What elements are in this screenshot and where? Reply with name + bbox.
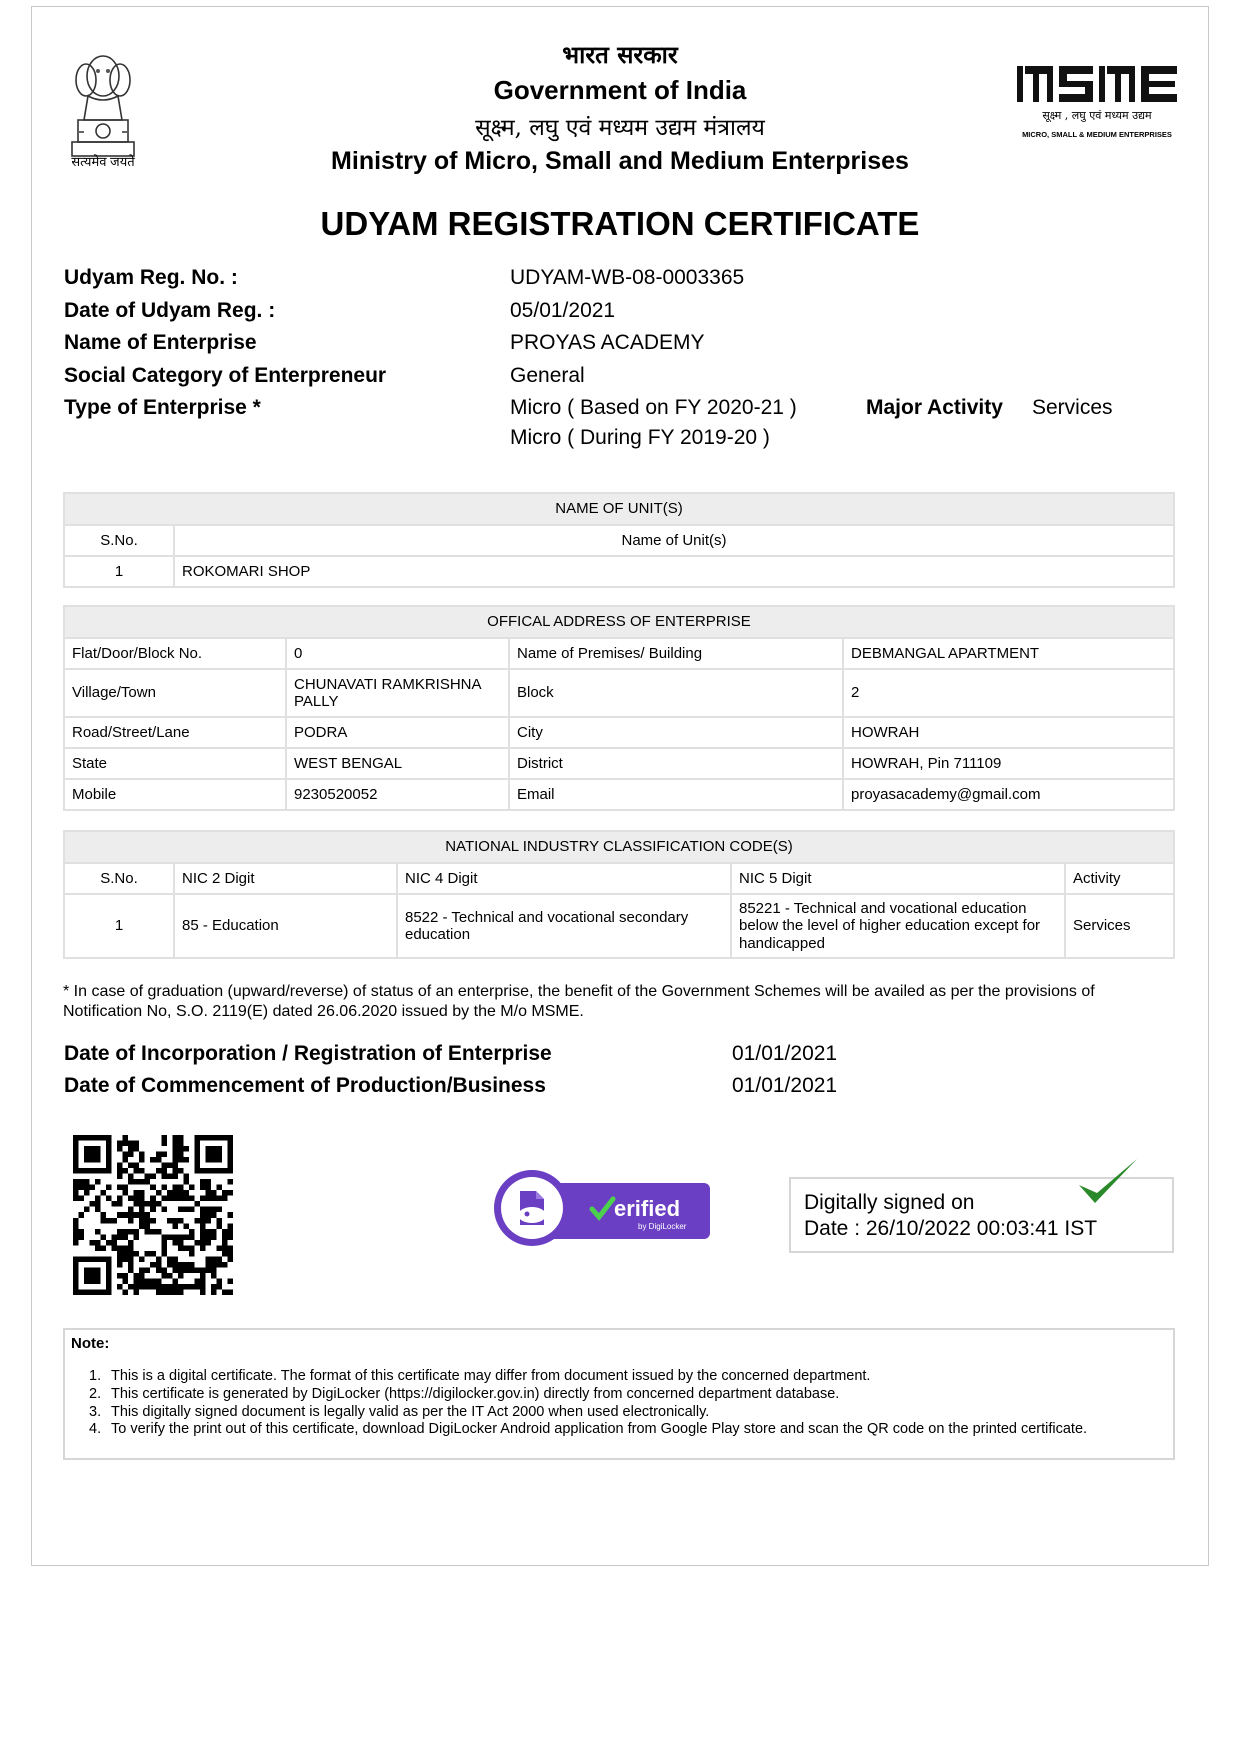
emblem-motto: सत्यमेव जयते — [71, 154, 135, 169]
unit-name: ROKOMARI SHOP — [174, 556, 1174, 587]
commencement-date-label: Date of Commencement of Production/Business — [64, 1074, 546, 1097]
units-col-name: Name of Unit(s) — [174, 525, 1174, 556]
government-heading: Government of India — [493, 75, 747, 105]
address-value: CHUNAVATI RAMKRISHNA PALLY — [286, 669, 509, 717]
address-label: Village/Town — [64, 669, 286, 717]
address-label: Block — [509, 669, 843, 717]
address-label: District — [509, 748, 843, 779]
major-activity-value: Services — [1032, 396, 1113, 419]
hindi-ministry-heading: सूक्ष्म, लघु एवं मध्यम उद्यम मंत्रालय — [475, 115, 765, 141]
list-item — [89, 1386, 1087, 1404]
enterprise-type-label: Type of Enterprise * — [64, 396, 261, 419]
list-item — [89, 1404, 1087, 1422]
address-value: 2 — [843, 669, 1174, 717]
note-text: This is a digital certificate. The format of this certificate may differ from document issued by the concerned department. — [111, 1368, 871, 1384]
nic-col-sno: S.No. — [64, 863, 174, 894]
hindi-government-heading: भारत सरकार — [562, 40, 678, 69]
table-row — [64, 669, 1174, 717]
enterprise-type-value-2: Micro ( During FY 2019-20 ) — [510, 426, 770, 449]
note-number: 2. — [89, 1385, 102, 1402]
reg-date-value: 05/01/2021 — [510, 299, 616, 322]
table-row — [64, 717, 1174, 748]
note-number: 4. — [89, 1421, 102, 1438]
units-col-sno: S.No. — [64, 525, 174, 556]
units-table — [63, 492, 1175, 588]
address-value: 0 — [286, 638, 509, 669]
address-label: Mobile — [64, 779, 286, 810]
notes-title: Note: — [71, 1335, 110, 1352]
address-value: DEBMANGAL APARTMENT — [843, 638, 1174, 669]
table-row — [64, 748, 1174, 779]
msme-logo — [1017, 64, 1177, 104]
incorporation-date-value: 01/01/2021 — [732, 1042, 838, 1065]
unit-sno: 1 — [64, 556, 174, 587]
nic-sno: 1 — [64, 894, 174, 958]
address-value: PODRA — [286, 717, 509, 748]
nic-2digit-value: 85 - Education — [174, 894, 397, 958]
address-table-title: OFFICAL ADDRESS OF ENTERPRISE — [64, 606, 1174, 638]
verified-badge-subtext: by DigiLocker — [638, 1222, 687, 1231]
list-item — [89, 1421, 1087, 1439]
social-category-label: Social Category of Enterpreneur — [64, 364, 387, 387]
note-text: This digitally signed document is legally valid as per the IT Act 2000 when used electronically. — [111, 1403, 710, 1420]
address-label: City — [509, 717, 843, 748]
table-row — [64, 638, 1174, 669]
email-value[interactable]: proyasacademy@gmail.com — [843, 779, 1174, 810]
nic-table — [63, 830, 1175, 959]
enterprise-type-value-1: Micro ( Based on FY 2020-21 ) — [510, 396, 797, 419]
units-table-title: NAME OF UNIT(S) — [64, 493, 1174, 525]
nic-4digit-value: 8522 - Technical and vocational secondary education — [397, 894, 731, 958]
address-label: Flat/Door/Block No. — [64, 638, 286, 669]
address-label: Email — [509, 779, 843, 810]
address-label: State — [64, 748, 286, 779]
address-value: 9230520052 — [286, 779, 509, 810]
qr-code-icon[interactable] — [73, 1135, 233, 1295]
nic-col-2digit: NIC 2 Digit — [174, 863, 397, 894]
reg-no-label: Udyam Reg. No. : — [64, 266, 238, 289]
nic-col-activity: Activity — [1065, 863, 1174, 894]
msme-english-caption: MICRO, SMALL & MEDIUM ENTERPRISES — [1022, 130, 1172, 139]
reg-no-value: UDYAM-WB-08-0003365 — [510, 266, 745, 289]
digilocker-verified-icon — [494, 1169, 712, 1247]
major-activity-label: Major Activity — [866, 396, 1003, 419]
note-number: 3. — [89, 1403, 102, 1420]
signed-on-label: Digitally signed on — [804, 1191, 975, 1214]
nic-col-5digit: NIC 5 Digit — [731, 863, 1065, 894]
msme-logo-text: MSME — [1017, 64, 1020, 65]
table-row — [64, 779, 1174, 810]
enterprise-name-value: PROYAS ACADEMY — [510, 331, 705, 354]
table-row — [64, 556, 1174, 587]
address-label: Road/Street/Lane — [64, 717, 286, 748]
green-checkmark-icon — [1075, 1155, 1141, 1210]
address-table — [63, 605, 1175, 811]
nic-col-4digit: NIC 4 Digit — [397, 863, 731, 894]
social-category-value: General — [510, 364, 585, 387]
nic-5digit-value: 85221 - Technical and vocational education below the level of higher education except for handicapped — [731, 894, 1065, 958]
incorporation-date-label: Date of Incorporation / Registration of Enterprise — [64, 1042, 552, 1065]
enterprise-name-label: Name of Enterprise — [64, 331, 257, 354]
notes-box — [63, 1328, 1175, 1460]
verified-badge-text: erified — [614, 1196, 681, 1221]
notes-list — [89, 1368, 1087, 1439]
commencement-date-value: 01/01/2021 — [732, 1074, 838, 1097]
note-number: 1. — [89, 1368, 102, 1384]
graduation-footnote: * In case of graduation (upward/reverse) of status of an enterprise, the benefit of the Government Schemes will be availed as per the provisions of Notification No, S.O. 2119(E) dated 26.06.2020 issued by the M/o MSME. — [63, 983, 1095, 1020]
ministry-heading: Ministry of Micro, Small and Medium Enterprises — [331, 147, 909, 175]
address-label: Name of Premises/ Building — [509, 638, 843, 669]
reg-date-label: Date of Udyam Reg. : — [64, 299, 276, 322]
table-row — [64, 894, 1174, 958]
signed-date: Date : 26/10/2022 00:03:41 IST — [804, 1217, 1098, 1240]
address-value: WEST BENGAL — [286, 748, 509, 779]
address-value: HOWRAH — [843, 717, 1174, 748]
list-item — [89, 1368, 1087, 1386]
note-text: This certificate is generated by DigiLocker (https://digilocker.gov.in) directly from concerned department database. — [111, 1385, 840, 1402]
certificate-title: UDYAM REGISTRATION CERTIFICATE — [320, 205, 920, 242]
nic-table-title: NATIONAL INDUSTRY CLASSIFICATION CODE(S) — [64, 831, 1174, 863]
msme-hindi-caption: सूक्ष्म , लघु एवं मध्यम उद्यम — [1042, 109, 1152, 122]
address-value: HOWRAH, Pin 711109 — [843, 748, 1174, 779]
note-text: To verify the print out of this certificate, download DigiLocker Android application from Google Play store and scan the QR code on the printed certificate. — [111, 1421, 1088, 1438]
nic-activity-value: Services — [1065, 894, 1174, 958]
